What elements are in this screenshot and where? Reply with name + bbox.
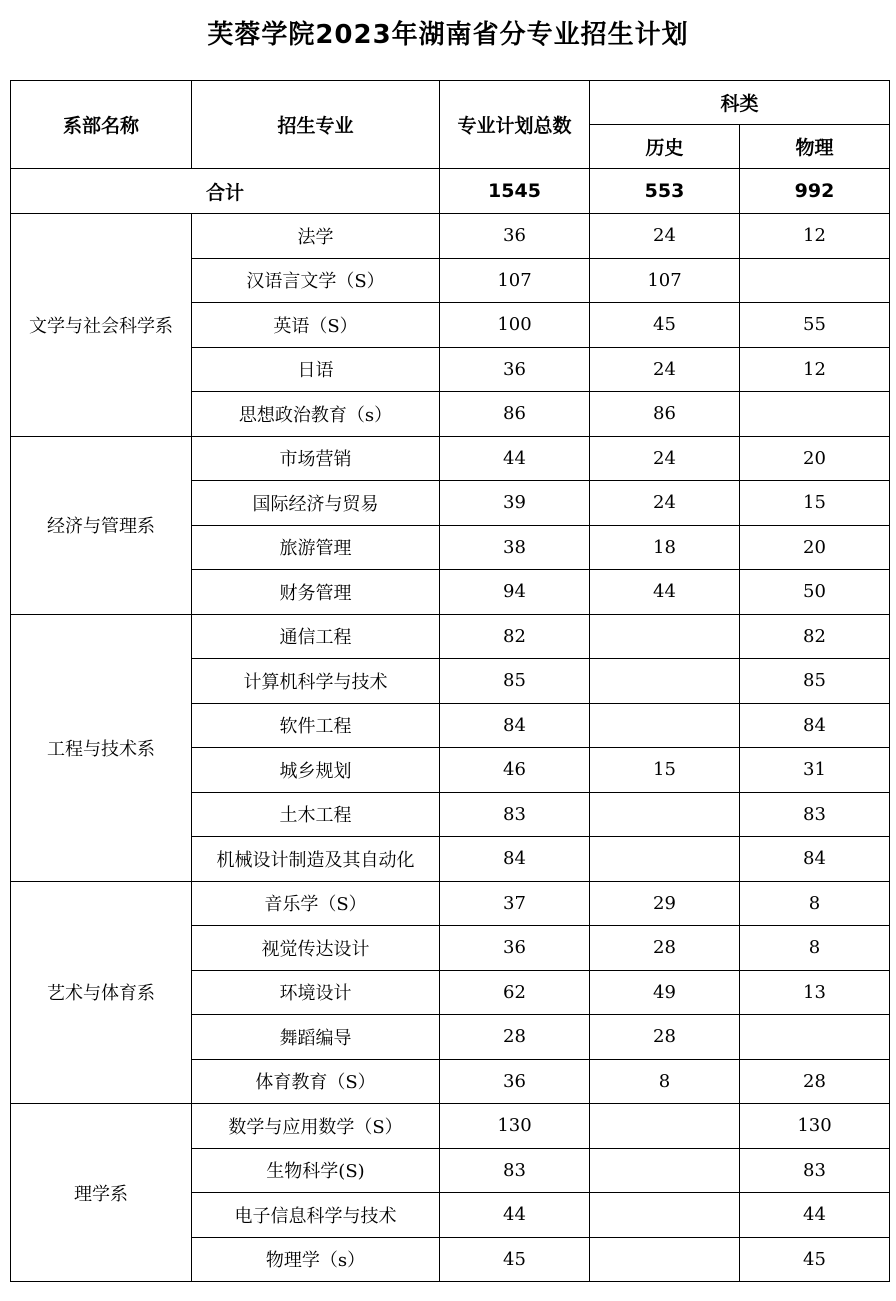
major-name: 英语（S） bbox=[192, 303, 440, 348]
major-physics: 84 bbox=[740, 703, 890, 748]
major-physics: 130 bbox=[740, 1104, 890, 1149]
major-name: 体育教育（S） bbox=[192, 1059, 440, 1104]
major-total: 39 bbox=[440, 481, 590, 526]
department-name: 理学系 bbox=[11, 1104, 192, 1282]
department-name: 工程与技术系 bbox=[11, 614, 192, 881]
major-physics: 84 bbox=[740, 837, 890, 882]
major-history bbox=[590, 1193, 740, 1238]
major-total: 107 bbox=[440, 258, 590, 303]
major-name: 国际经济与贸易 bbox=[192, 481, 440, 526]
major-physics: 83 bbox=[740, 792, 890, 837]
major-total: 84 bbox=[440, 703, 590, 748]
major-physics bbox=[740, 258, 890, 303]
major-history: 28 bbox=[590, 1015, 740, 1060]
table-row bbox=[11, 214, 890, 259]
major-name: 城乡规划 bbox=[192, 748, 440, 793]
major-name: 旅游管理 bbox=[192, 525, 440, 570]
major-name: 数学与应用数学（S） bbox=[192, 1104, 440, 1149]
major-total: 38 bbox=[440, 525, 590, 570]
major-history bbox=[590, 1104, 740, 1149]
total-label: 合计 bbox=[11, 169, 440, 214]
total-physics-sum: 992 bbox=[740, 169, 890, 214]
major-name: 音乐学（S） bbox=[192, 881, 440, 926]
major-physics: 50 bbox=[740, 570, 890, 615]
major-name: 机械设计制造及其自动化 bbox=[192, 837, 440, 882]
major-history bbox=[590, 1237, 740, 1282]
major-name: 视觉传达设计 bbox=[192, 926, 440, 971]
header-department: 系部名称 bbox=[11, 81, 192, 169]
major-physics: 12 bbox=[740, 214, 890, 259]
major-history: 24 bbox=[590, 436, 740, 481]
major-physics: 44 bbox=[740, 1193, 890, 1238]
major-history: 24 bbox=[590, 214, 740, 259]
major-name: 通信工程 bbox=[192, 614, 440, 659]
major-total: 85 bbox=[440, 659, 590, 704]
header-physics: 物理 bbox=[740, 125, 890, 169]
major-name: 计算机科学与技术 bbox=[192, 659, 440, 704]
page-title: 芙蓉学院2023年湖南省分专业招生计划 bbox=[207, 20, 689, 50]
header-history: 历史 bbox=[590, 125, 740, 169]
total-plan-sum: 1545 bbox=[440, 169, 590, 214]
major-total: 45 bbox=[440, 1237, 590, 1282]
major-physics: 8 bbox=[740, 881, 890, 926]
major-history: 15 bbox=[590, 748, 740, 793]
major-physics: 13 bbox=[740, 970, 890, 1015]
major-name: 环境设计 bbox=[192, 970, 440, 1015]
major-history bbox=[590, 659, 740, 704]
major-physics: 82 bbox=[740, 614, 890, 659]
major-total: 46 bbox=[440, 748, 590, 793]
major-physics: 15 bbox=[740, 481, 890, 526]
major-history bbox=[590, 614, 740, 659]
major-name: 物理学（s） bbox=[192, 1237, 440, 1282]
major-total: 36 bbox=[440, 926, 590, 971]
major-physics: 55 bbox=[740, 303, 890, 348]
major-history bbox=[590, 792, 740, 837]
major-name: 软件工程 bbox=[192, 703, 440, 748]
major-total: 36 bbox=[440, 214, 590, 259]
major-history bbox=[590, 1148, 740, 1193]
major-total: 83 bbox=[440, 792, 590, 837]
major-name: 日语 bbox=[192, 347, 440, 392]
total-history-sum: 553 bbox=[590, 169, 740, 214]
major-name: 法学 bbox=[192, 214, 440, 259]
major-total: 28 bbox=[440, 1015, 590, 1060]
major-physics: 45 bbox=[740, 1237, 890, 1282]
major-name: 汉语言文学（S） bbox=[192, 258, 440, 303]
department-name: 艺术与体育系 bbox=[11, 881, 192, 1104]
major-name: 电子信息科学与技术 bbox=[192, 1193, 440, 1238]
major-name: 土木工程 bbox=[192, 792, 440, 837]
major-name: 财务管理 bbox=[192, 570, 440, 615]
major-history: 45 bbox=[590, 303, 740, 348]
table-row bbox=[11, 436, 890, 481]
major-total: 83 bbox=[440, 1148, 590, 1193]
major-history: 24 bbox=[590, 481, 740, 526]
major-total: 94 bbox=[440, 570, 590, 615]
major-total: 82 bbox=[440, 614, 590, 659]
major-history: 44 bbox=[590, 570, 740, 615]
major-history: 24 bbox=[590, 347, 740, 392]
table-row bbox=[11, 1104, 890, 1149]
major-history bbox=[590, 837, 740, 882]
major-total: 44 bbox=[440, 1193, 590, 1238]
major-history: 28 bbox=[590, 926, 740, 971]
major-history: 86 bbox=[590, 392, 740, 437]
major-physics: 20 bbox=[740, 525, 890, 570]
major-total: 36 bbox=[440, 347, 590, 392]
major-total: 84 bbox=[440, 837, 590, 882]
major-name: 思想政治教育（s） bbox=[192, 392, 440, 437]
major-name: 生物科学(S) bbox=[192, 1148, 440, 1193]
major-total: 36 bbox=[440, 1059, 590, 1104]
table-row bbox=[11, 614, 890, 659]
major-history: 8 bbox=[590, 1059, 740, 1104]
department-name: 经济与管理系 bbox=[11, 436, 192, 614]
major-history: 49 bbox=[590, 970, 740, 1015]
major-physics: 83 bbox=[740, 1148, 890, 1193]
major-history: 29 bbox=[590, 881, 740, 926]
major-physics: 8 bbox=[740, 926, 890, 971]
major-physics: 28 bbox=[740, 1059, 890, 1104]
major-total: 62 bbox=[440, 970, 590, 1015]
major-total: 37 bbox=[440, 881, 590, 926]
major-name: 市场营销 bbox=[192, 436, 440, 481]
table-row bbox=[11, 881, 890, 926]
major-history: 18 bbox=[590, 525, 740, 570]
major-physics bbox=[740, 1015, 890, 1060]
major-name: 舞蹈编导 bbox=[192, 1015, 440, 1060]
major-physics: 20 bbox=[740, 436, 890, 481]
total-row bbox=[11, 169, 890, 214]
department-name: 文学与社会科学系 bbox=[11, 214, 192, 437]
enrollment-plan-table bbox=[10, 80, 890, 1282]
header-major: 招生专业 bbox=[192, 81, 440, 169]
major-history: 107 bbox=[590, 258, 740, 303]
major-physics: 31 bbox=[740, 748, 890, 793]
major-physics: 85 bbox=[740, 659, 890, 704]
major-history bbox=[590, 703, 740, 748]
major-total: 86 bbox=[440, 392, 590, 437]
major-physics: 12 bbox=[740, 347, 890, 392]
header-category: 科类 bbox=[590, 81, 890, 125]
header-total-plan: 专业计划总数 bbox=[440, 81, 590, 169]
major-total: 130 bbox=[440, 1104, 590, 1149]
major-total: 100 bbox=[440, 303, 590, 348]
major-total: 44 bbox=[440, 436, 590, 481]
major-physics bbox=[740, 392, 890, 437]
